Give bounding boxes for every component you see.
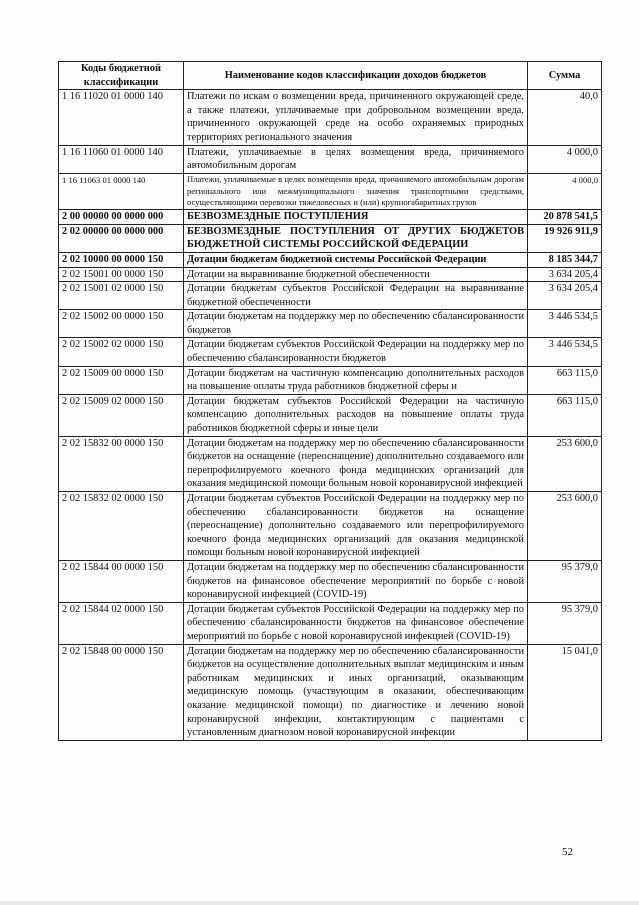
table-row [59,252,602,267]
name-cell: БЕЗВОЗМЕЗДНЫЕ ПОСТУПЛЕНИЯ ОТ ДРУГИХ БЮДЖЕТОВ БЮДЖЕТНОЙ СИСТЕМЫ РОССИЙСКОЙ ФЕДЕРАЦИИ [184,224,528,252]
sum-cell: 3 446 534,5 [528,338,602,366]
code-cell: 2 02 15009 00 0000 150 [59,366,184,394]
table-row [59,210,602,225]
name-cell: Дотации бюджетам субъектов Российской Федерации на поддержку мер по обеспечению сбалансированности бюджетов на финансовое обеспечение мероприятий по борьбе с новой коронавирусной инфекцией (COVID-19) [184,602,528,644]
header-name: Наименование кодов классификации доходов бюджетов [184,62,528,90]
sum-cell: 95 379,0 [528,560,602,602]
header-code: Коды бюджетной классификации [59,62,184,90]
code-cell: 2 02 10000 00 0000 150 [59,252,184,267]
sum-cell: 8 185 344,7 [528,252,602,267]
table-row [59,90,602,145]
code-cell: 2 00 00000 00 0000 000 [59,210,184,225]
budget-revenue-table [58,61,602,741]
name-cell: Дотации бюджетам субъектов Российской Федерации на частичную компенсацию дополнительных расходов на повышение оплаты труда работников бюджетной сферы и иные цели [184,394,528,436]
sum-cell: 663 115,0 [528,394,602,436]
name-cell: Дотации бюджетам на частичную компенсацию дополнительных расходов на повышение оплаты труда работников бюджетной сферы и [184,366,528,394]
code-cell: 2 02 15002 00 0000 150 [59,310,184,338]
table-row [59,492,602,561]
code-cell: 1 16 11063 01 0000 140 [59,173,184,209]
sum-cell: 663 115,0 [528,366,602,394]
sum-cell: 4 000,0 [528,173,602,209]
table-row [59,282,602,310]
code-cell: 2 02 15844 02 0000 150 [59,602,184,644]
code-cell: 2 02 15832 02 0000 150 [59,492,184,561]
name-cell: Дотации бюджетам бюджетной системы Российской Федерации [184,252,528,267]
code-cell: 2 02 15002 02 0000 150 [59,338,184,366]
sum-cell: 40,0 [528,90,602,145]
sum-cell: 3 446 534,5 [528,310,602,338]
sum-cell: 20 878 541,5 [528,210,602,225]
code-cell: 2 02 15009 02 0000 150 [59,394,184,436]
name-cell: Дотации на выравнивание бюджетной обеспеченности [184,267,528,282]
code-cell: 2 02 15001 02 0000 150 [59,282,184,310]
table-row [59,338,602,366]
name-cell: Дотации бюджетам на поддержку мер по обеспечению сбалансированности бюджетов на оснащение (переоснащение) дополнительно создаваемого или перепрофилируемого коечного фонда медицинских организаций для оказания медицинской помощи больным новой коронавирусной инфекцией [184,436,528,491]
table-row [59,394,602,436]
code-cell: 1 16 11060 01 0000 140 [59,145,184,173]
table-body [59,90,602,741]
sum-cell: 253 600,0 [528,492,602,561]
name-cell: БЕЗВОЗМЕЗДНЫЕ ПОСТУПЛЕНИЯ [184,210,528,225]
name-cell: Дотации бюджетам субъектов Российской Федерации на выравнивание бюджетной обеспеченности [184,282,528,310]
table-row [59,310,602,338]
code-cell: 2 02 15832 00 0000 150 [59,436,184,491]
code-cell: 2 02 15848 00 0000 150 [59,644,184,740]
code-cell: 2 02 15844 00 0000 150 [59,560,184,602]
table-row [59,224,602,252]
scan-edge [0,901,639,905]
table-row [59,436,602,491]
table-row [59,644,602,740]
name-cell: Дотации бюджетам на поддержку мер по обеспечению сбалансированности бюджетов [184,310,528,338]
sum-cell: 4 000,0 [528,145,602,173]
sum-cell: 15 041,0 [528,644,602,740]
code-cell: 2 02 15001 00 0000 150 [59,267,184,282]
code-cell: 2 02 00000 00 0000 000 [59,224,184,252]
name-cell: Платежи, уплачиваемые в целях возмещения вреда, причиняемого автомобильным дорогам [184,145,528,173]
sum-cell: 19 926 911,9 [528,224,602,252]
name-cell: Платежи, уплачиваемые в целях возмещения вреда, причиняемого автомобильным дорогам регионального или межмуниципального значения транспортными средствами, осуществляющими перевозки тяжеловесных и (или) крупногабаритных грузов [184,173,528,209]
sum-cell: 3 634 205,4 [528,267,602,282]
name-cell: Дотации бюджетам на поддержку мер по обеспечению сбалансированности бюджетов на финансовое обеспечение мероприятий по борьбе с новой коронавирусной инфекцией (COVID-19) [184,560,528,602]
header-sum: Сумма [528,62,602,90]
sum-cell: 253 600,0 [528,436,602,491]
table-header-row [59,62,602,90]
name-cell: Дотации бюджетам субъектов Российской Федерации на поддержку мер по обеспечению сбалансированности бюджетов на оснащение (переоснащение) дополнительно создаваемого или перепрофилируемого коечного фонда медицинских организаций для оказания медицинской помощи больным новой коронавирусной инфекцией [184,492,528,561]
name-cell: Платежи по искам о возмещении вреда, причиненного окружающей среде, а также платежи, уплачиваемые при добровольном возмещении вреда, причиненного окружающей среде на особо охраняемых природных территориях регионального значения [184,90,528,145]
sum-cell: 3 634 205,4 [528,282,602,310]
code-cell: 1 16 11020 01 0000 140 [59,90,184,145]
name-cell: Дотации бюджетам на поддержку мер по обеспечению сбалансированности бюджетов на осуществление дополнительных выплат медицинским и иным работникам медицинских и иных организаций, оказывающим медицинскую помощь (участвующим в оказании, обеспечивающим оказание медицинской помощи) по диагностике и лечению новой коронавирусной инфекции, контактирующим с пациентами с установленным диагнозом новой коронавирусной инфекции [184,644,528,740]
table-row [59,602,602,644]
sum-cell: 95 379,0 [528,602,602,644]
table-row [59,366,602,394]
name-cell: Дотации бюджетам субъектов Российской Федерации на поддержку мер по обеспечению сбалансированности бюджетов [184,338,528,366]
table-row [59,173,602,209]
table-row [59,560,602,602]
page-number: 52 [562,846,573,858]
table-row [59,145,602,173]
table-row [59,267,602,282]
